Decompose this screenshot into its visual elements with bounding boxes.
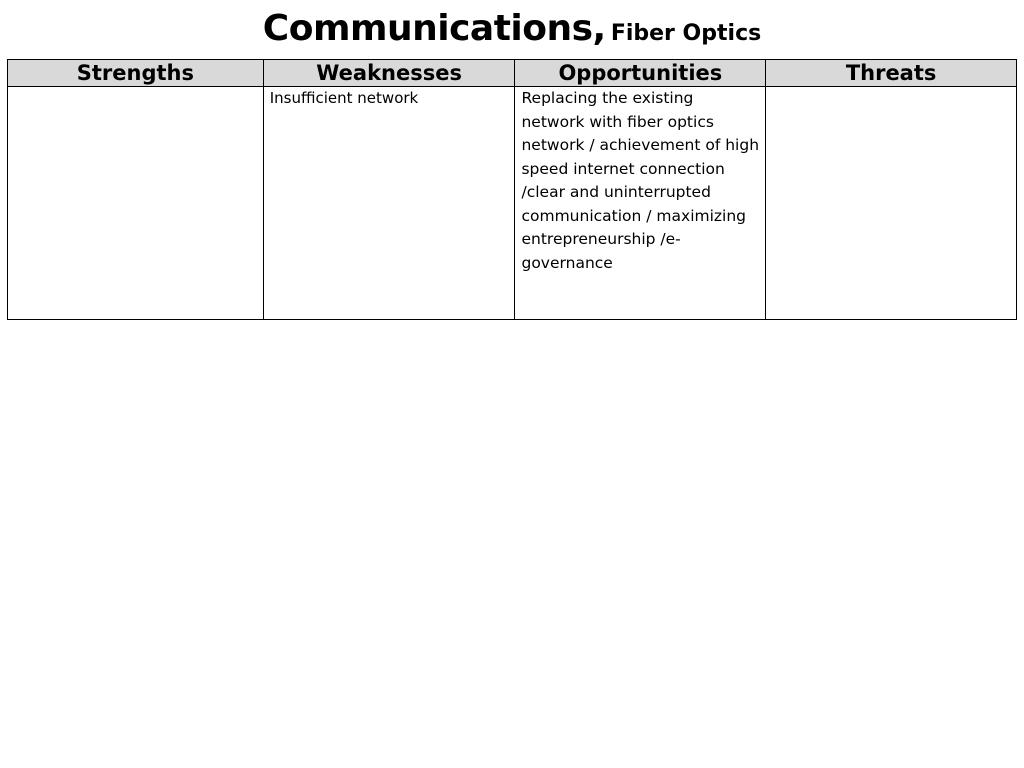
table-row [8, 87, 1017, 320]
title-subtitle: Fiber Optics [610, 21, 762, 46]
cell-threats [766, 87, 1017, 320]
table-header-row [8, 60, 1017, 87]
swot-table [7, 59, 1017, 320]
cell-weaknesses: Insufficient network [263, 87, 515, 320]
header-weaknesses: Weaknesses [263, 60, 515, 87]
cell-opportunities: Replacing the existing network with fiber optics network / achievement of high speed internet connection /clear and uninterrupted communication / maximizing entrepreneurship /e-governance [515, 87, 766, 320]
page-title [0, 8, 1024, 49]
header-opportunities: Opportunities [515, 60, 766, 87]
title-main: Communications, [262, 8, 606, 49]
header-strengths: Strengths [8, 60, 264, 87]
cell-strengths [8, 87, 264, 320]
header-threats: Threats [766, 60, 1017, 87]
